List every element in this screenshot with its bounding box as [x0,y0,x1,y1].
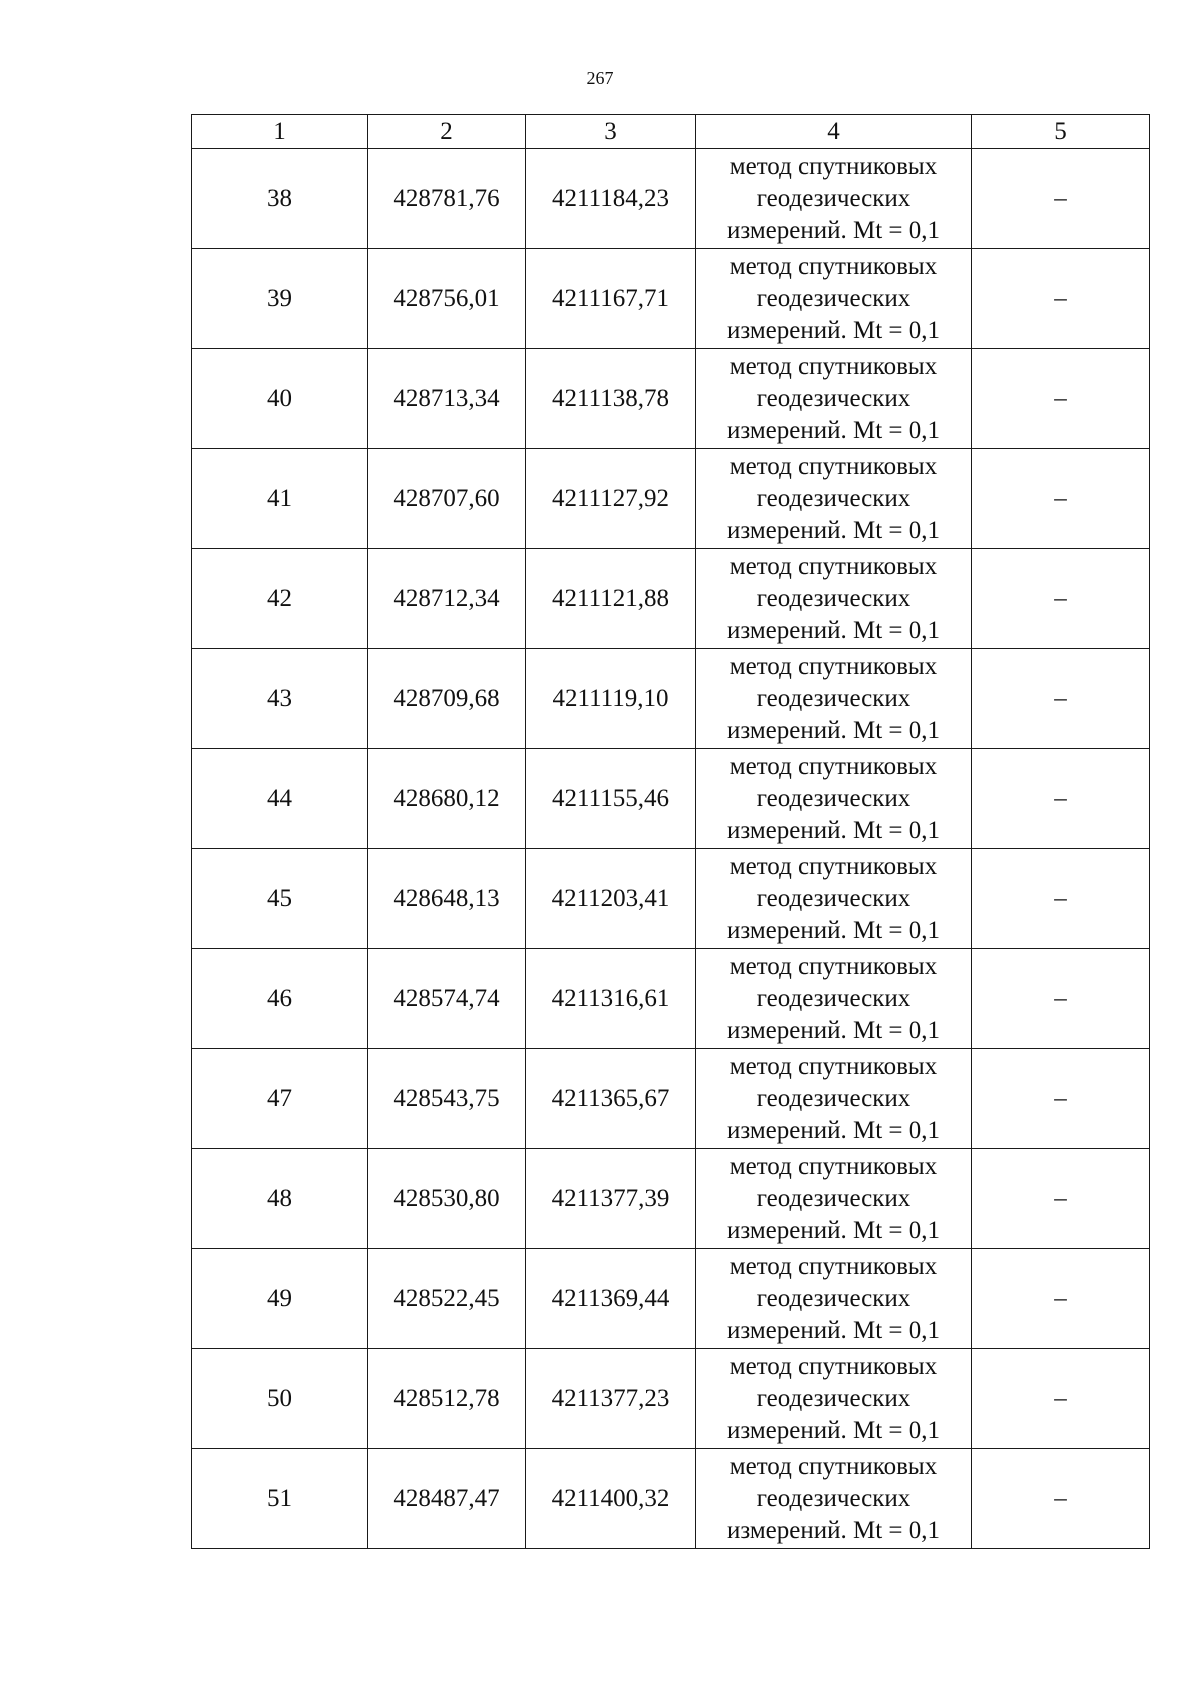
table-row [192,449,1150,549]
method-cell [696,349,972,449]
method-line: измерений. Mt = 0,1 [726,1416,941,1444]
method-line: метод спутниковых [729,1252,938,1280]
method-line: геодезических [756,1284,911,1312]
column-header-5: 5 [972,115,1150,149]
method-line: геодезических [756,884,911,912]
table-header [192,115,1150,149]
x-coordinate-cell: 428707,60 [368,449,526,549]
table-row [192,1449,1150,1549]
method-line: метод спутниковых [729,1452,938,1480]
method-line: геодезических [756,584,911,612]
method-line: метод спутниковых [729,752,938,780]
method-line: измерений. Mt = 0,1 [726,716,941,744]
method-line: геодезических [756,684,911,712]
method-line: метод спутниковых [729,1352,938,1380]
y-coordinate-cell: 4211119,10 [526,649,696,749]
method-line: метод спутниковых [729,352,938,380]
method-line: измерений. Mt = 0,1 [726,216,941,244]
table-row [192,1249,1150,1349]
x-coordinate-cell: 428712,34 [368,549,526,649]
x-coordinate-cell: 428713,34 [368,349,526,449]
y-coordinate-cell: 4211203,41 [526,849,696,949]
table-row [192,349,1150,449]
method-line: геодезических [756,1184,911,1212]
method-line: метод спутниковых [729,152,938,180]
column-header-3: 3 [526,115,696,149]
x-coordinate-cell: 428487,47 [368,1449,526,1549]
column-5-cell: – [972,749,1150,849]
point-number-cell: 38 [192,149,368,249]
y-coordinate-cell: 4211316,61 [526,949,696,1049]
column-5-cell: – [972,1249,1150,1349]
column-5-cell: – [972,1449,1150,1549]
column-5-cell: – [972,449,1150,549]
x-coordinate-cell: 428530,80 [368,1149,526,1249]
method-line: геодезических [756,384,911,412]
method-cell [696,449,972,549]
y-coordinate-cell: 4211127,92 [526,449,696,549]
coordinates-table [191,114,1150,1549]
y-coordinate-cell: 4211138,78 [526,349,696,449]
column-5-cell: – [972,249,1150,349]
method-line: измерений. Mt = 0,1 [726,1016,941,1044]
point-number-cell: 51 [192,1449,368,1549]
y-coordinate-cell: 4211184,23 [526,149,696,249]
table-row [192,1149,1150,1249]
point-number-cell: 45 [192,849,368,949]
x-coordinate-cell: 428680,12 [368,749,526,849]
column-5-cell: – [972,1049,1150,1149]
table-row [192,649,1150,749]
y-coordinate-cell: 4211369,44 [526,1249,696,1349]
point-number-cell: 42 [192,549,368,649]
method-line: измерений. Mt = 0,1 [726,916,941,944]
point-number-cell: 43 [192,649,368,749]
method-line: метод спутниковых [729,552,938,580]
table-row [192,849,1150,949]
table-row [192,549,1150,649]
method-line: метод спутниковых [729,852,938,880]
method-line: геодезических [756,1484,911,1512]
method-cell [696,1449,972,1549]
method-cell [696,1149,972,1249]
point-number-cell: 44 [192,749,368,849]
y-coordinate-cell: 4211365,67 [526,1049,696,1149]
x-coordinate-cell: 428756,01 [368,249,526,349]
x-coordinate-cell: 428574,74 [368,949,526,1049]
column-5-cell: – [972,849,1150,949]
x-coordinate-cell: 428781,76 [368,149,526,249]
table-body [192,149,1150,1549]
y-coordinate-cell: 4211155,46 [526,749,696,849]
method-line: метод спутниковых [729,1052,938,1080]
x-coordinate-cell: 428522,45 [368,1249,526,1349]
point-number-cell: 40 [192,349,368,449]
method-line: измерений. Mt = 0,1 [726,1116,941,1144]
method-line: метод спутниковых [729,652,938,680]
column-5-cell: – [972,349,1150,449]
method-line: измерений. Mt = 0,1 [726,1316,941,1344]
x-coordinate-cell: 428648,13 [368,849,526,949]
method-line: метод спутниковых [729,252,938,280]
x-coordinate-cell: 428543,75 [368,1049,526,1149]
method-cell [696,1349,972,1449]
method-line: геодезических [756,784,911,812]
table-row [192,949,1150,1049]
method-cell [696,1249,972,1349]
column-5-cell: – [972,1349,1150,1449]
method-cell [696,849,972,949]
method-line: геодезических [756,1084,911,1112]
method-line: измерений. Mt = 0,1 [726,516,941,544]
method-cell [696,249,972,349]
header-row [192,115,1150,149]
method-line: геодезических [756,1384,911,1412]
method-line: метод спутниковых [729,952,938,980]
method-line: измерений. Mt = 0,1 [726,416,941,444]
point-number-cell: 49 [192,1249,368,1349]
column-5-cell: – [972,949,1150,1049]
page-number: 267 [586,68,614,88]
method-line: измерений. Mt = 0,1 [726,616,941,644]
method-cell [696,549,972,649]
y-coordinate-cell: 4211167,71 [526,249,696,349]
y-coordinate-cell: 4211121,88 [526,549,696,649]
column-5-cell: – [972,1149,1150,1249]
column-header-2: 2 [368,115,526,149]
method-line: измерений. Mt = 0,1 [726,1516,941,1544]
column-header-1: 1 [192,115,368,149]
x-coordinate-cell: 428709,68 [368,649,526,749]
method-cell [696,749,972,849]
table-row [192,249,1150,349]
method-line: метод спутниковых [729,452,938,480]
method-cell [696,149,972,249]
column-5-cell: – [972,649,1150,749]
method-line: геодезических [756,484,911,512]
point-number-cell: 48 [192,1149,368,1249]
x-coordinate-cell: 428512,78 [368,1349,526,1449]
method-line: геодезических [756,984,911,1012]
method-line: измерений. Mt = 0,1 [726,316,941,344]
method-line: геодезических [756,284,911,312]
column-5-cell: – [972,549,1150,649]
table-row [192,1349,1150,1449]
column-5-cell: – [972,149,1150,249]
table-row [192,149,1150,249]
method-cell [696,1049,972,1149]
point-number-cell: 50 [192,1349,368,1449]
y-coordinate-cell: 4211377,39 [526,1149,696,1249]
column-header-4: 4 [696,115,972,149]
table-row [192,1049,1150,1149]
method-line: геодезических [756,184,911,212]
method-cell [696,649,972,749]
point-number-cell: 47 [192,1049,368,1149]
table-row [192,749,1150,849]
point-number-cell: 46 [192,949,368,1049]
method-line: измерений. Mt = 0,1 [726,816,941,844]
method-line: метод спутниковых [729,1152,938,1180]
method-cell [696,949,972,1049]
y-coordinate-cell: 4211400,32 [526,1449,696,1549]
point-number-cell: 39 [192,249,368,349]
point-number-cell: 41 [192,449,368,549]
method-line: измерений. Mt = 0,1 [726,1216,941,1244]
y-coordinate-cell: 4211377,23 [526,1349,696,1449]
